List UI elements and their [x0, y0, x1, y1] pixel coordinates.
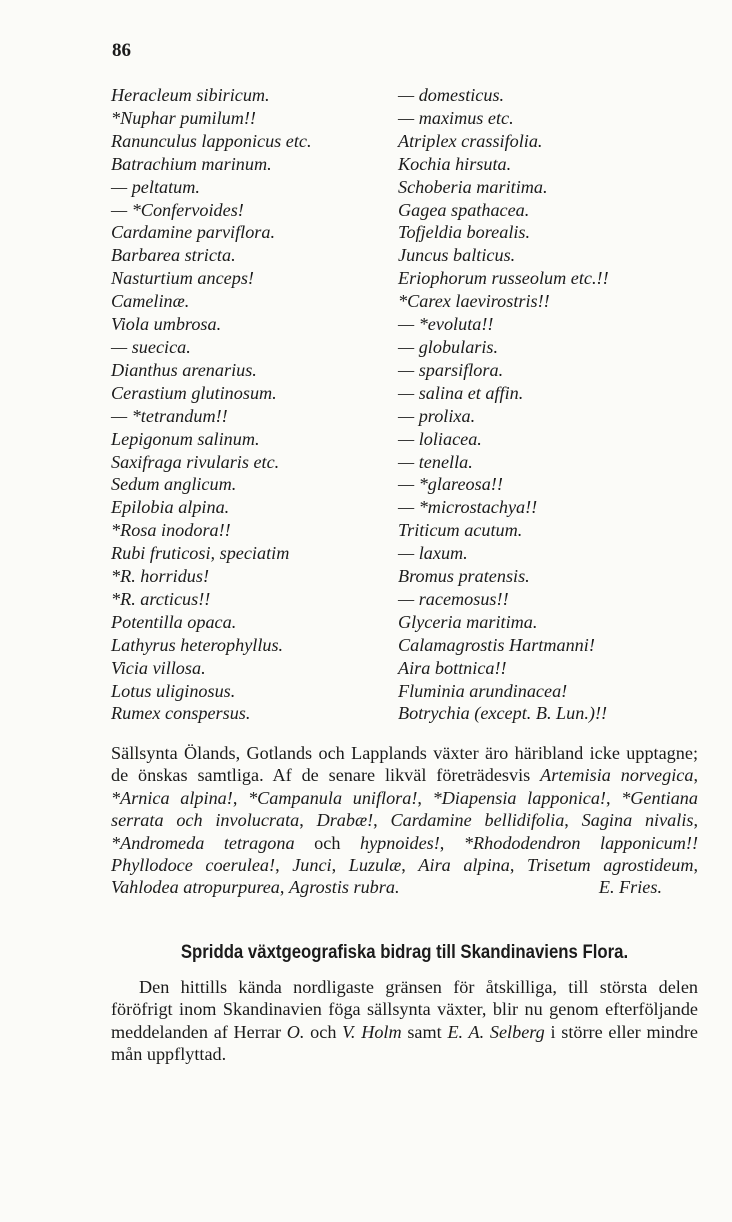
text-run: i större eller mindre mån uppflyttad.	[111, 1021, 698, 1065]
species-entry: Heracleum sibiricum.	[111, 85, 270, 105]
species-entry: Calamagrostis Hartmanni!	[398, 634, 595, 655]
species-entry: — salina et affin.	[398, 382, 524, 403]
text-run: ,	[417, 787, 433, 808]
left-species-column	[111, 84, 396, 725]
species-entry: Ranunculus lapponicus etc.	[111, 130, 312, 151]
species-entry: Potentilla opaca.	[111, 611, 237, 632]
species-entry: Batrachium marinum.	[111, 153, 272, 174]
species-entry: — racemosus!!	[398, 588, 509, 609]
species-entry: — *glareosa!!	[398, 474, 503, 495]
species-entry: Viola umbrosa.	[111, 314, 222, 335]
text-run: ,	[331, 855, 349, 876]
italic-run: O.	[286, 1021, 305, 1042]
section-heading: Spridda växtgeografiska bidrag till Skandinaviens Flora.	[180, 941, 629, 963]
species-entry: — loliacea.	[398, 428, 482, 449]
species-entry: Nasturtium anceps!	[111, 268, 254, 289]
species-entry: — sparsiflora.	[398, 359, 504, 380]
italic-run: Artemisia norvegica	[540, 765, 694, 786]
text-run: Sällsynta Ölands, Gotlands och Lapplands växter äro häribland icke upptagne; de önskas samtliga. Af de senare likväl företrädesvis	[111, 743, 698, 786]
text-run: Den hittills kända nordligaste gränsen för åtskilliga, till största delen föröfrigt inom Skandinavien föga sällsynta växter, blir nu genom efterföljande meddelanden af Herrar	[111, 977, 698, 1042]
text-run: och	[304, 1021, 343, 1042]
text-run: ,	[232, 787, 249, 808]
species-entry: Rubi fruticosi, speciatim	[111, 543, 290, 564]
italic-run: Cardamine bellidifolia	[390, 810, 565, 831]
species-entry: — *evoluta!!	[398, 314, 494, 335]
species-entry: Botrychia (except. B. Lun.)!!	[398, 703, 608, 724]
section-paragraph	[111, 976, 698, 1066]
species-entry: — globularis.	[398, 336, 499, 357]
species-entry: — peltatum.	[111, 176, 200, 197]
species-entry: Cardamine parviflora.	[111, 222, 276, 243]
species-entry: — domesticus.	[398, 85, 505, 105]
text-run: ,	[693, 765, 698, 786]
text-run: ,	[373, 810, 391, 831]
italic-run: Aira alpina	[418, 855, 510, 876]
species-entry: Schoberia maritima.	[398, 176, 548, 197]
italic-run: hypnoides!	[359, 832, 440, 853]
italic-run: Luzulæ	[348, 855, 402, 876]
species-entry: — tenella.	[398, 451, 473, 472]
italic-run: *Gentiana serrata och involucrata	[111, 787, 698, 831]
species-entry: *Rosa inodora!!	[111, 520, 231, 541]
species-entry: — *Confervoides!	[111, 199, 244, 220]
species-entry: — suecica.	[111, 336, 191, 357]
species-entry: Bromus pratensis.	[398, 566, 530, 587]
text-run: ,	[401, 855, 419, 876]
species-entry: Sedum anglicum.	[111, 474, 237, 495]
species-entry: Eriophorum russeolum etc.!!	[398, 268, 609, 289]
text-run: ,	[509, 855, 527, 876]
italic-run: Drabæ!	[316, 810, 374, 831]
species-entry: Lathyrus heterophyllus.	[111, 634, 284, 655]
paragraph-text	[111, 977, 698, 1064]
species-entry: Camelinæ.	[111, 291, 190, 312]
species-entry: Tofjeldia borealis.	[398, 222, 531, 243]
note-paragraph	[111, 742, 698, 899]
text-run: ,	[299, 810, 317, 831]
species-entry: Lotus uliginosus.	[111, 680, 236, 701]
species-entry: Lepigonum salinum.	[111, 428, 260, 449]
species-entry: *R. horridus!	[111, 566, 210, 587]
right-species-column	[398, 84, 698, 725]
italic-run: E. A. Selberg	[447, 1021, 545, 1042]
italic-run: V. Holm	[342, 1021, 402, 1042]
species-entry: Atriplex crassifolia.	[398, 130, 543, 151]
text-run: ,	[693, 855, 699, 876]
text-run: ,	[439, 832, 464, 853]
text-run: ,	[275, 855, 293, 876]
author-signature: E. Fries.	[598, 877, 662, 898]
italic-run: Sagina nivalis	[581, 810, 694, 831]
species-entry: — laxum.	[398, 543, 468, 564]
species-entry: — *tetrandum!!	[111, 405, 228, 426]
italic-run: Vahlodea atropurpurea	[111, 877, 280, 898]
species-entry: Barbarea stricta.	[111, 245, 236, 266]
species-entry: *R. arcticus!!	[111, 588, 211, 609]
species-entry: *Nuphar pumilum!!	[111, 107, 256, 128]
species-entry: Aira bottnica!!	[398, 657, 507, 678]
species-entry: Rumex conspersus.	[111, 703, 251, 724]
species-entry: Epilobia alpina.	[111, 497, 230, 518]
italic-run: *Diapensia lapponica!	[432, 787, 606, 808]
italic-run: Agrostis rubra.	[289, 877, 400, 898]
italic-run: *Campanula uniflora!	[248, 787, 418, 808]
italic-run: Junci	[292, 855, 332, 876]
species-entry: Cerastium glutinosum.	[111, 382, 277, 403]
italic-run: *Rhododendron lapponicum!!	[463, 832, 699, 853]
text-run: och	[294, 832, 360, 853]
text-run: ,	[279, 877, 289, 898]
species-entry: — *microstachya!!	[398, 497, 538, 518]
italic-run: Trisetum agrostideum	[526, 855, 694, 876]
species-entry: — maximus etc.	[398, 107, 514, 128]
species-entry: *Carex laevirostris!!	[398, 291, 550, 312]
italic-run: *Andromeda tetragona	[111, 832, 295, 853]
page-number: 86	[112, 40, 131, 61]
paragraph-text	[111, 743, 698, 897]
text-run: ,	[605, 787, 622, 808]
species-entry: Kochia hirsuta.	[398, 153, 512, 174]
species-entry: Saxifraga rivularis etc.	[111, 451, 280, 472]
species-entry: Glyceria maritima.	[398, 611, 538, 632]
text-run: ,	[564, 810, 582, 831]
species-entry: Vicia villosa.	[111, 657, 206, 678]
species-entry: Gagea spathacea.	[398, 199, 530, 220]
species-entry: Triticum acutum.	[398, 520, 523, 541]
species-entry: — prolixa.	[398, 405, 476, 426]
italic-run: *Arnica alpina!	[111, 787, 233, 808]
text-run: ,	[693, 810, 698, 831]
species-entry: Juncus balticus.	[398, 245, 516, 266]
italic-run: Phyllodoce coerulea!	[111, 855, 276, 876]
text-run: samt	[401, 1021, 448, 1042]
species-entry: Dianthus arenarius.	[111, 359, 257, 380]
species-entry: Fluminia arundinacea!	[398, 680, 568, 701]
